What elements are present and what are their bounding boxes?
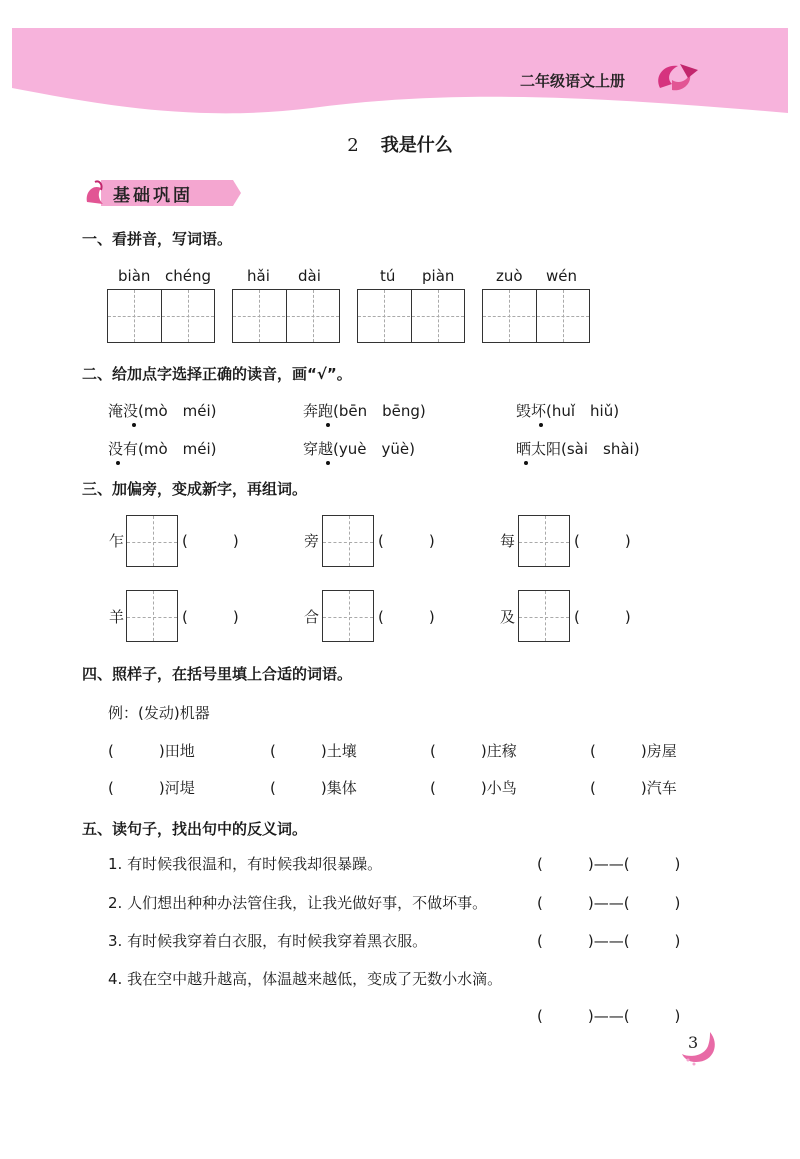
answer-blank[interactable]: ( ) xyxy=(574,532,631,550)
pinyin: biàn xyxy=(118,267,151,285)
emphasis-dot xyxy=(326,461,330,465)
pinyin: dài xyxy=(298,267,321,285)
emphasis-dot xyxy=(326,423,330,427)
pinyin: wén xyxy=(546,267,578,285)
answer-blank[interactable]: ( ) xyxy=(182,532,239,550)
answer-blank[interactable]: ( ) xyxy=(182,608,239,626)
pinyin: chéng xyxy=(165,267,212,285)
page-title: 2 我是什么 xyxy=(347,135,453,156)
reading-choice[interactable]: 淹没(mò méi) xyxy=(108,402,217,420)
emphasis-dot xyxy=(116,461,120,465)
grade-label: 二年级语文上册 xyxy=(520,72,626,90)
answer-blank[interactable]: ( ) xyxy=(378,608,435,626)
reading-choice[interactable]: 没有(mò méi) xyxy=(108,440,217,458)
base-character: 每 xyxy=(500,532,516,550)
writing-box[interactable] xyxy=(518,515,570,567)
base-character: 及 xyxy=(500,608,516,626)
fill-blank-item[interactable]: ( )田地 xyxy=(108,742,195,760)
question-2-prompt: 二、给加点字选择正确的读音，画“√”。 xyxy=(82,365,352,383)
question-4-prompt: 四、照样子，在括号里填上合适的词语。 xyxy=(82,665,353,683)
writing-grid[interactable] xyxy=(232,289,340,343)
writing-grid[interactable] xyxy=(357,289,465,343)
fill-blank-item[interactable]: ( )小鸟 xyxy=(430,779,517,797)
fill-blank-item[interactable]: ( )庄稼 xyxy=(430,742,517,760)
question-3-prompt: 三、加偏旁，变成新字，再组词。 xyxy=(82,480,308,498)
moon-icon xyxy=(680,1030,720,1066)
pinyin: tú xyxy=(380,267,396,285)
emphasis-dot xyxy=(539,423,543,427)
fill-blank-item[interactable]: ( )河堤 xyxy=(108,779,195,797)
antonym-answer-blank[interactable]: ( )——( ) xyxy=(537,855,681,873)
emphasis-dot xyxy=(132,423,136,427)
sentence: 1. 有时候我很温和，有时候我却很暴躁。 xyxy=(108,855,383,873)
question-1-prompt: 一、看拼音，写词语。 xyxy=(82,230,233,248)
base-character: 乍 xyxy=(109,532,125,550)
fill-blank-item[interactable]: ( )集体 xyxy=(270,779,357,797)
antonym-answer-blank[interactable]: ( )——( ) xyxy=(537,932,681,950)
base-character: 羊 xyxy=(109,608,125,626)
sentence: 4. 我在空中越升越高，体温越来越低，变成了无数小水滴。 xyxy=(108,970,503,988)
antonym-answer-blank[interactable]: ( )——( ) xyxy=(537,1007,681,1025)
fill-blank-item[interactable]: ( )汽车 xyxy=(590,779,677,797)
pinyin: hǎi xyxy=(247,267,270,285)
writing-grid[interactable] xyxy=(107,289,215,343)
sentence: 3. 有时候我穿着白衣服，有时候我穿着黑衣服。 xyxy=(108,932,428,950)
writing-grid[interactable] xyxy=(482,289,590,343)
answer-blank[interactable]: ( ) xyxy=(378,532,435,550)
question-5-prompt: 五、读句子，找出句中的反义词。 xyxy=(82,820,308,838)
reading-choice[interactable]: 穿越(yuè yüè) xyxy=(303,440,415,458)
pinyin: piàn xyxy=(422,267,455,285)
fill-blank-item[interactable]: ( )土壤 xyxy=(270,742,357,760)
fill-blank-item[interactable]: ( )房屋 xyxy=(590,742,677,760)
reading-choice[interactable]: 奔跑(bēn bēng) xyxy=(303,402,426,420)
writing-box[interactable] xyxy=(322,590,374,642)
writing-box[interactable] xyxy=(322,515,374,567)
sentence: 2. 人们想出种种办法管住我，让我光做好事，不做坏事。 xyxy=(108,894,488,912)
swirl-logo-icon xyxy=(652,58,702,98)
antonym-answer-blank[interactable]: ( )——( ) xyxy=(537,894,681,912)
base-character: 旁 xyxy=(304,532,320,550)
base-character: 合 xyxy=(304,608,320,626)
writing-box[interactable] xyxy=(126,590,178,642)
reading-choice[interactable]: 晒太阳(sài shài) xyxy=(516,440,640,458)
reading-choice[interactable]: 毁坏(huǐ hiǔ) xyxy=(516,402,620,420)
page-number: 3 xyxy=(688,1033,699,1052)
example: 例：(发动)机器 xyxy=(108,704,210,722)
writing-box[interactable] xyxy=(126,515,178,567)
emphasis-dot xyxy=(524,461,528,465)
pinyin: zuò xyxy=(496,267,523,285)
writing-box[interactable] xyxy=(518,590,570,642)
answer-blank[interactable]: ( ) xyxy=(574,608,631,626)
section-banner-label: 基础巩固 xyxy=(113,186,193,206)
